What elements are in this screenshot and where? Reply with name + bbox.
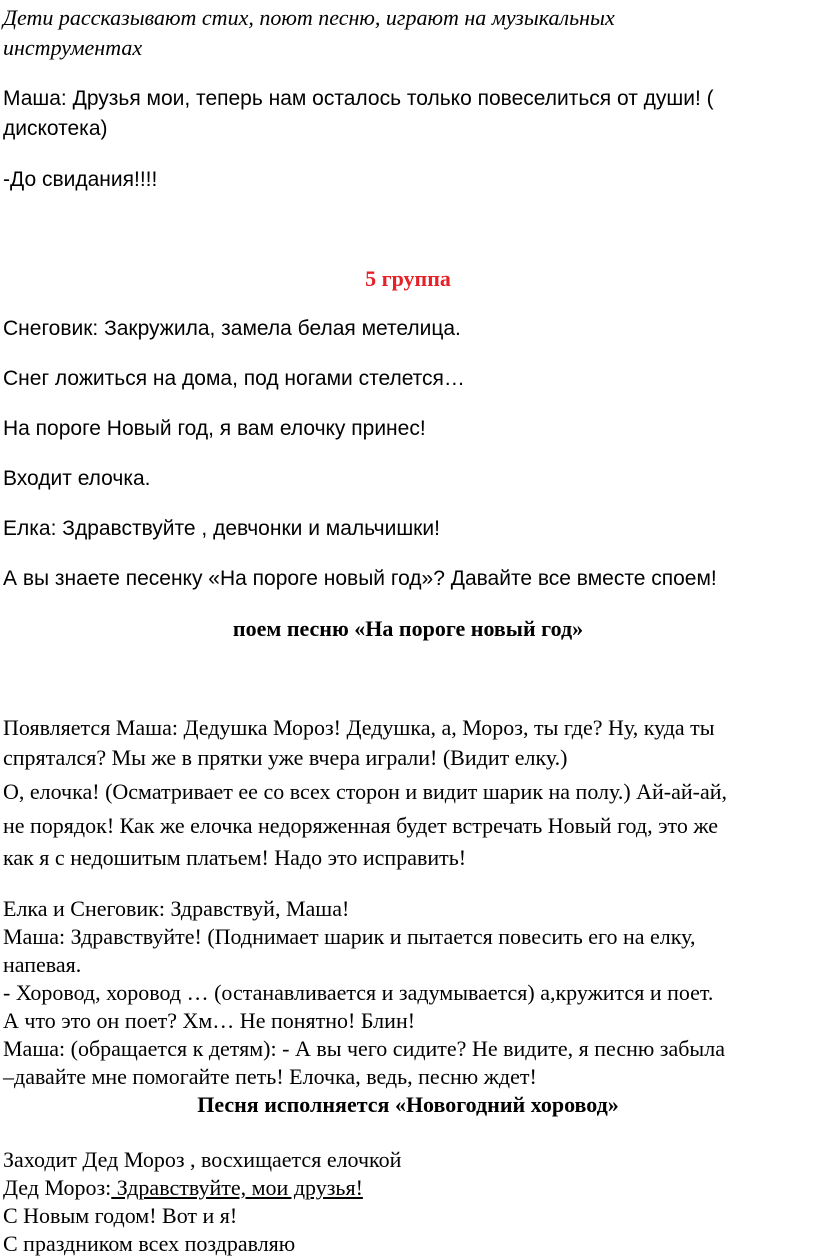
dialogue-line: - Хоровод, хоровод … (останавливается и задумывается) а,кружится и поет. <box>3 980 714 1005</box>
dialogue-line: На пороге Новый год, я вам елочку принес! <box>3 417 426 440</box>
dialogue-line: как я с недошитым платьем! Надо это исправить! <box>3 845 467 870</box>
dialogue-line: А вы знаете песенку «На пороге новый год»? Давайте все вместе споем! <box>3 567 717 590</box>
dialogue-line: Снеговик: Закружила, замела белая метелица. <box>3 317 461 340</box>
dialogue-line: Елка: Здравствуйте , девчонки и мальчишки! <box>3 517 440 540</box>
dialogue-line: С праздником всех поздравляю <box>3 1231 296 1256</box>
dialogue-line: Маша: Здравствуйте! (Поднимает шарик и пытается повесить его на елку, <box>3 924 696 949</box>
dialogue-line: -До свидания!!!! <box>3 168 158 191</box>
dialogue-line: О, елочка! (Осматривает ее со всех сторон и видит шарик на полу.) Ай-ай-ай, <box>3 779 728 804</box>
dialogue-line: не порядок! Как же елочка недоряженная будет встречать Новый год, это же <box>3 813 719 838</box>
dialogue-line: С Новым годом! Вот и я! <box>3 1203 238 1228</box>
stage-direction: Входит елочка. <box>3 467 151 490</box>
speaker-label: Дед Мороз: <box>3 1175 112 1200</box>
dialogue-line: Маша: (обращается к детям): - А вы чего сидите? Не видите, я песню забыла <box>3 1036 725 1061</box>
dialogue-line: Появляется Маша: Дедушка Мороз! Дедушка, а, Мороз, ты где? Ну, куда ты <box>3 715 715 740</box>
section-heading: 5 группа <box>365 266 451 291</box>
dialogue-line: дискотека) <box>3 117 108 140</box>
stage-direction: Заходит Дед Мороз , восхищается елочкой <box>3 1147 402 1172</box>
dialogue-line: А что это он поет? Хм… Не понятно! Блин! <box>3 1008 416 1033</box>
dialogue-line: спрятался? Мы же в прятки уже вчера играли! (Видит елку.) <box>3 745 568 770</box>
dialogue-line: Снег ложиться на дома, под ногами стелется… <box>3 367 465 390</box>
song-heading: поем песню «На пороге новый год» <box>232 616 584 641</box>
dialogue-text: Здравствуйте, мои друзья! <box>111 1175 363 1200</box>
stage-direction: инструментах <box>3 35 143 60</box>
song-heading: Песня исполняется «Новогодний хоровод» <box>197 1092 619 1117</box>
dialogue-line: Елка и Снеговик: Здравствуй, Маша! <box>3 896 350 921</box>
dialogue-line <box>3 1173 363 1203</box>
dialogue-line: напевая. <box>3 952 82 977</box>
dialogue-line: –давайте мне помогайте петь! Елочка, ведь, песню ждет! <box>3 1064 537 1089</box>
stage-direction: Дети рассказывают стих, поют песню, играют на музыкальных <box>3 5 615 30</box>
dialogue-line: Маша: Друзья мои, теперь нам осталось только повеселиться от души! ( <box>3 87 714 110</box>
